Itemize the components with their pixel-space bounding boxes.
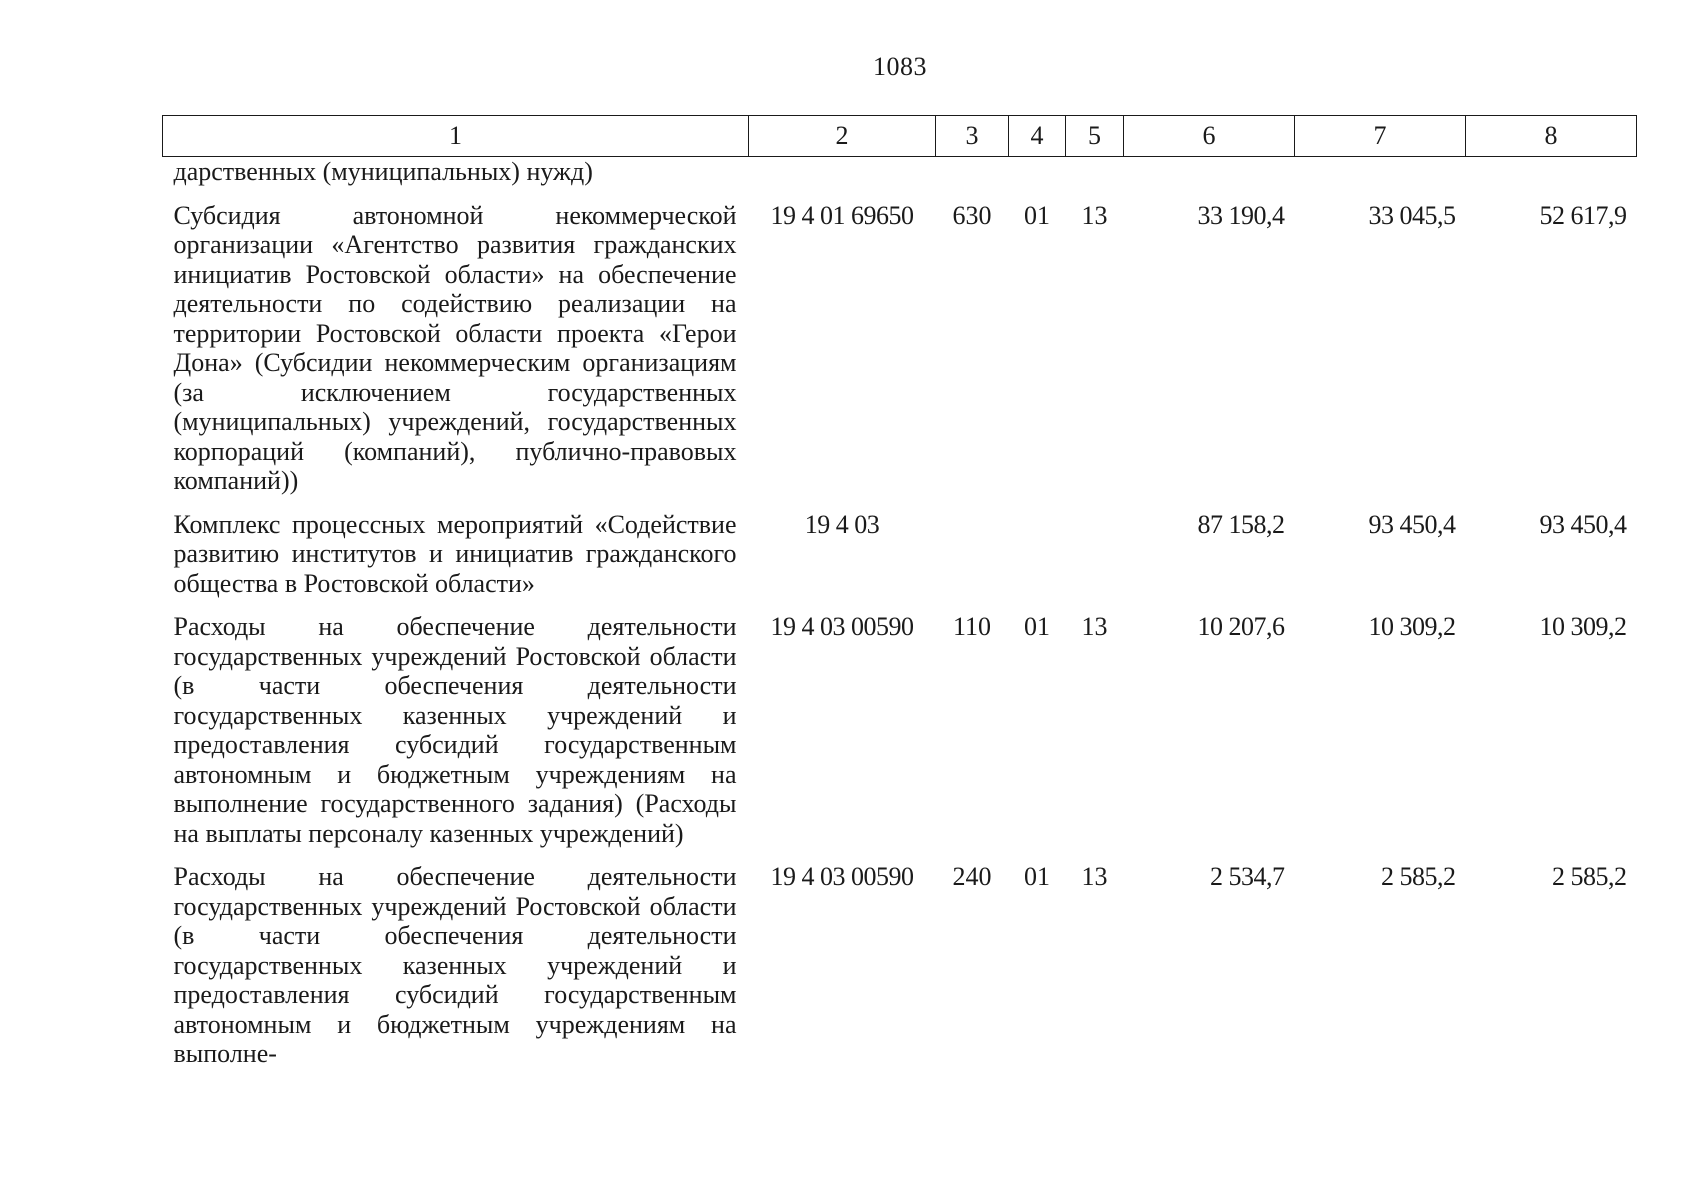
item-name-cell: Расходы на обеспечение деятельности государственных учреждений Ростовской области (в части обеспечения деятельности государственных казенных учреждений и предоставления субсидий государственным автономным и бюджетным учреждениям на выполне- xyxy=(173,862,737,1068)
amount-col6-cell xyxy=(1124,157,1295,187)
target-article-code-cell: 19 4 03 xyxy=(804,509,880,539)
amount-col6-cell: 10 207,6 xyxy=(1197,612,1285,641)
table-row xyxy=(163,598,1637,848)
expense-type-cell xyxy=(936,496,1009,599)
amount-col7-cell: 93 450,4 xyxy=(1368,509,1456,539)
column-header: 8 xyxy=(1466,116,1637,157)
amount-col6-cell: 33 190,4 xyxy=(1197,200,1285,230)
amount-col7-cell xyxy=(1295,157,1466,187)
item-name-cell: Субсидия автономной некоммерческой организации «Агентство развития гражданских инициатив Ростовской области» на обеспечение деятельности по содействию реализации на территории Ростовской области проекта «Герои Дона» (Субсидии некоммерческим организациям (за исключением государственных (муниципальных) учреждений, государственных корпораций (компаний), публично-правовых компаний)) xyxy=(173,200,737,495)
item-name-cell: дарственных (муниципальных) нужд) xyxy=(173,157,593,186)
subsection-cell xyxy=(1066,157,1124,187)
table-body xyxy=(163,157,1637,1069)
amount-col6-cell: 2 534,7 xyxy=(1210,862,1285,891)
column-header: 2 xyxy=(749,116,936,157)
column-header: 7 xyxy=(1295,116,1466,157)
subsection-cell: 13 xyxy=(1081,862,1108,891)
item-name-cell: Комплекс процессных мероприятий «Содействие развитию институтов и инициатив гражданского общества в Ростовской области» xyxy=(173,509,737,598)
subsection-cell: 13 xyxy=(1081,200,1108,230)
section-cell: 01 xyxy=(1024,862,1050,891)
section-cell: 01 xyxy=(1024,612,1050,641)
amount-col7-cell: 33 045,5 xyxy=(1368,200,1456,230)
target-article-code-cell: 19 4 03 00590 xyxy=(770,862,914,891)
expense-type-cell: 630 xyxy=(952,200,992,230)
target-article-code-cell: 19 4 03 00590 xyxy=(770,612,914,641)
column-header: 4 xyxy=(1009,116,1066,157)
amount-col8-cell: 52 617,9 xyxy=(1539,200,1627,230)
amount-col8-cell: 2 585,2 xyxy=(1552,862,1627,891)
column-header: 6 xyxy=(1124,116,1295,157)
column-header: 1 xyxy=(163,116,749,157)
subsection-cell: 13 xyxy=(1081,612,1108,641)
table-header xyxy=(163,116,1637,157)
table-row xyxy=(163,496,1637,599)
subsection-cell xyxy=(1066,496,1124,599)
target-article-code-cell xyxy=(749,157,936,187)
table-row xyxy=(163,157,1637,187)
section-cell xyxy=(1009,157,1066,187)
item-name-cell: Расходы на обеспечение деятельности государственных учреждений Ростовской области (в части обеспечения деятельности государственных казенных учреждений и предоставления субсидий государственным автономным и бюджетным учреждениям на выполнение государственного задания) (Расходы на выплаты персоналу казенных учреждений) xyxy=(173,612,737,848)
table-row xyxy=(163,848,1637,1069)
section-cell xyxy=(1009,496,1066,599)
expense-type-cell: 240 xyxy=(952,862,992,891)
amount-col6-cell: 87 158,2 xyxy=(1197,509,1285,539)
budget-table xyxy=(162,115,1637,1069)
section-cell: 01 xyxy=(1024,200,1050,230)
amount-col7-cell: 10 309,2 xyxy=(1368,612,1456,641)
page-number: 1083 xyxy=(873,52,927,81)
expense-type-cell xyxy=(936,157,1009,187)
column-header: 3 xyxy=(936,116,1009,157)
table-row xyxy=(163,187,1637,496)
column-header: 5 xyxy=(1066,116,1124,157)
target-article-code-cell: 19 4 01 69650 xyxy=(770,200,914,230)
amount-col8-cell: 93 450,4 xyxy=(1539,509,1627,539)
expense-type-cell: 110 xyxy=(952,612,992,641)
amount-col7-cell: 2 585,2 xyxy=(1381,862,1456,891)
amount-col8-cell xyxy=(1466,157,1637,187)
amount-col8-cell: 10 309,2 xyxy=(1539,612,1627,641)
